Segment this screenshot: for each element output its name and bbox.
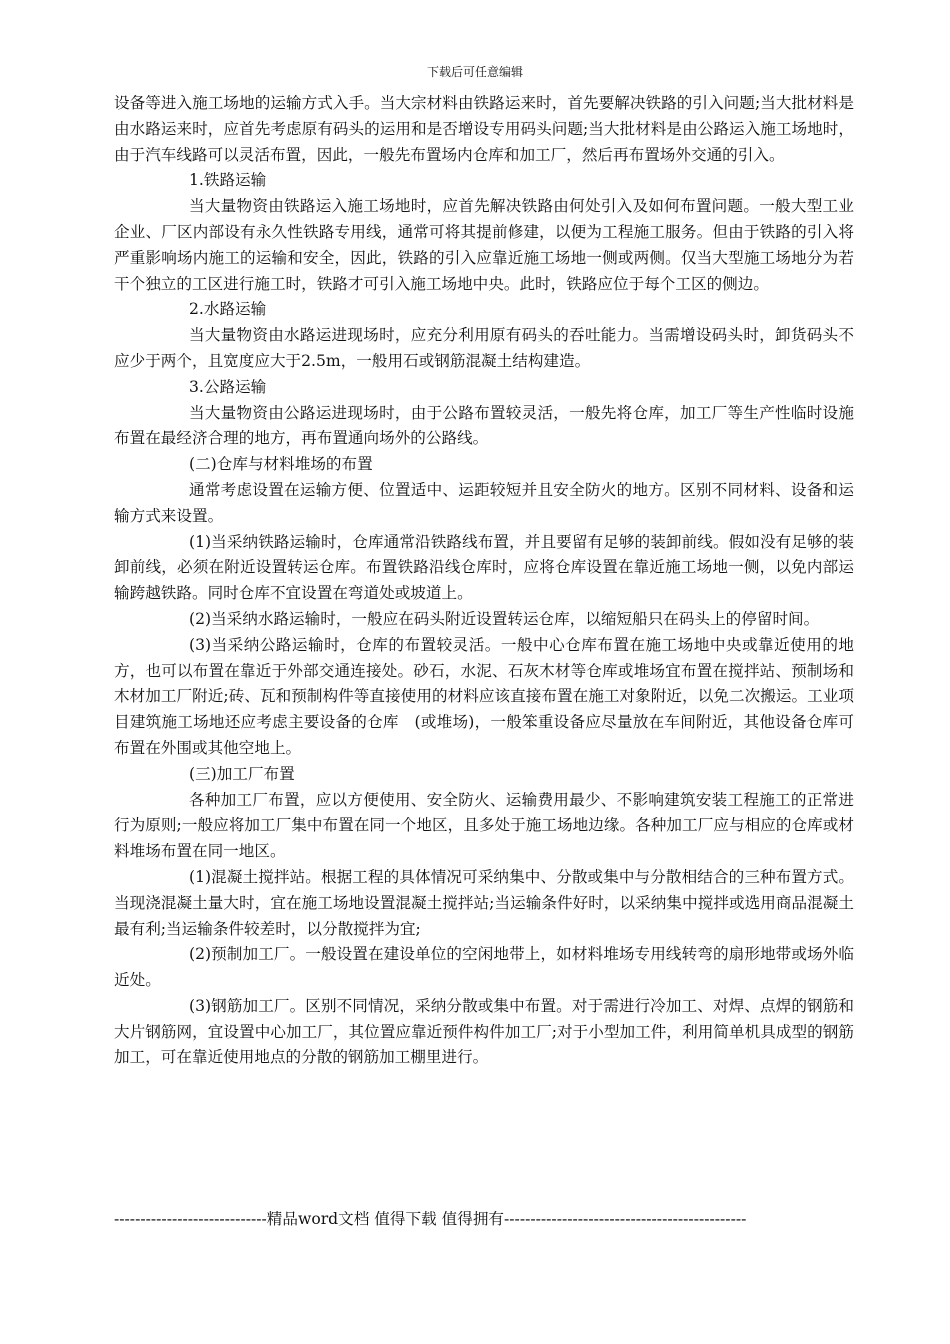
paragraph: 当大量物资由公路运进现场时，由于公路布置较灵活，一般先将仓库，加工厂等生产性临时设施布置在最经济合理的地方，再布置通向场外的公路线。 <box>114 403 854 448</box>
page-header: 下载后可任意编辑 <box>426 65 523 79</box>
paragraph: 1.铁路运输 <box>189 171 267 190</box>
paragraph: 当大量物资由水路运进现场时，应充分利用原有码头的吞吐能力。当需增设码头时，卸货码头不应少于两个，且宽度应大于2.5m，一般用石或钢筋混凝土结构建造。 <box>114 326 854 370</box>
document-body <box>114 91 854 1071</box>
paragraph: 各种加工厂布置，应以方便使用、安全防火、运输费用最少、不影响建筑安装工程施工的正常进行为原则;一般应将加工厂集中布置在同一个地区，且多处于施工场地边缘。各种加工厂应与相应的仓库或材料堆场布置在同一地区。 <box>114 790 854 861</box>
paragraph: (1)当采纳铁路运输时，仓库通常沿铁路线布置，并且要留有足够的装卸前线。假如没有足够的装卸前线，必须在附近设置转运仓库。布置铁路沿线仓库时，应将仓库设置在靠近施工场地一侧，以免内部运输跨越铁路。同时仓库不宜设置在弯道处或坡道上。 <box>114 532 854 603</box>
paragraph: 当大量物资由铁路运入施工场地时，应首先解决铁路由何处引入及如何布置问题。一般大型工业企业、厂区内部设有永久性铁路专用线，通常可将其提前修建，以便为工程施工服务。但由于铁路的引入将严重影响场内施工的运输和安全，因此，铁路的引入应靠近施工场地一侧或两侧。仅当大型施工场地分为若干个独立的工区进行施工时，铁路才可引入施工场地中央。此时，铁路应位于每个工区的侧边。 <box>114 197 854 293</box>
paragraph: (3)当采纳公路运输时，仓库的布置较灵活。一般中心仓库布置在施工场地中央或靠近使用的地方，也可以布置在靠近于外部交通连接处。砂石，水泥、石灰木材等仓库或堆场宜布置在搅拌站、预制场和木材加工厂附近;砖、瓦和预制构件等直接使用的材料应该直接布置在施工对象附近，以免二次搬运。工业项目建筑施工场地还应考虑主要设备的仓库 (或堆场)，一般笨重设备应尽量放在车间附近，其他设备仓库可布置在外围或其他空地上。 <box>114 635 854 757</box>
paragraph: 2.水路运输 <box>189 300 267 319</box>
page-footer-banner: -----------------------------精品word文档 值得下载 值得拥有---------------------------------------------- <box>114 1210 747 1228</box>
paragraph: (三)加工厂布置 <box>189 764 295 783</box>
paragraph: (二)仓库与材料堆场的布置 <box>189 455 373 474</box>
paragraph: 通常考虑设置在运输方便、位置适中、运距较短并且安全防火的地方。区别不同材料、设备和运输方式来设置。 <box>114 480 854 525</box>
paragraph: 3.公路运输 <box>189 377 267 396</box>
paragraph: (1)混凝土搅拌站。根据工程的具体情况可采纳集中、分散或集中与分散相结合的三种布置方式。当现浇混凝土量大时，宜在施工场地设置混凝土搅拌站;当运输条件好时，以采纳集中搅拌或选用商品混凝土最有利;当运输条件较差时，以分散搅拌为宜; <box>114 867 854 938</box>
paragraph: (2)当采纳水路运输时，一般应在码头附近设置转运仓库，以缩短船只在码头上的停留时间。 <box>189 609 820 628</box>
paragraph: (2)预制加工厂。一般设置在建设单位的空闲地带上，如材料堆场专用线转弯的扇形地带或场外临近处。 <box>114 945 854 990</box>
paragraph: 设备等进入施工场地的运输方式入手。当大宗材料由铁路运来时，首先要解决铁路的引入问题;当大批材料是由水路运来时，应首先考虑原有码头的运用和是否增设专用码头问题;当大批材料是由公路运入施工场地时，由于汽车线路可以灵活布置，因此，一般先布置场内仓库和加工厂，然后再布置场外交通的引入。 <box>114 94 854 164</box>
paragraph: (3)钢筋加工厂。区别不同情况，采纳分散或集中布置。对于需进行冷加工、对焊、点焊的钢筋和大片钢筋网，宜设置中心加工厂，其位置应靠近预件构件加工厂;对于小型加工件，利用简单机具成型的钢筋加工，可在靠近使用地点的分散的钢筋加工棚里进行。 <box>114 996 854 1067</box>
